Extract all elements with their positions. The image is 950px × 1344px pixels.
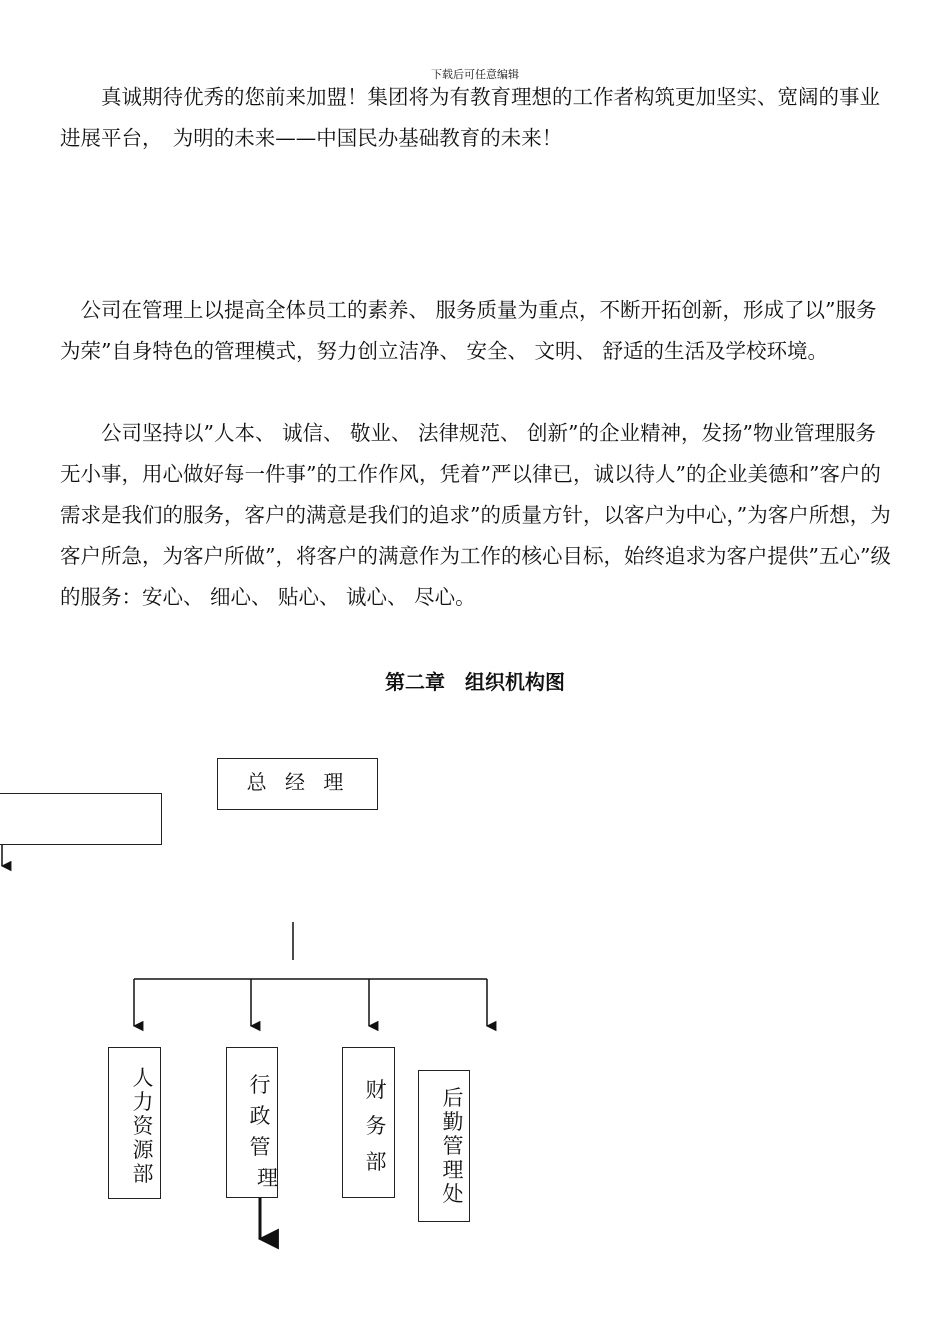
dept-label-hr: 人 力 资 源 部 [132,1066,154,1186]
general-manager-label: 总 经 理 [246,770,350,794]
paragraph-invitation: 真诚期待优秀的您前来加盟！集团将为有教育理想的工作者构筑更加坚实、宽阔的事业进展平台， 为明的未来——中国民办基础教育的未来！ [60,85,880,150]
paragraph-management: 公司在管理上以提高全体员工的素养、 服务质量为重点，不断开拓创新，形成了以”服务为荣”自身特色的管理模式，努力创立洁净、 安全、 文明、 舒适的生活及学校环境。 [60,298,877,363]
dept-label-logistics: 后 勤 管 理 处 [442,1086,464,1206]
dept-label-admin: 行 政 管 理 [249,1073,278,1190]
header-note: 下载后可任意编辑 [431,68,519,81]
left-partial-box [0,793,162,845]
paragraph-philosophy: 公司坚持以”人本、 诚信、 敬业、 法律规范、 创新”的企业精神，发扬”物业管理服务无小事，用心做好每一件事”的工作作风，凭着”严以律已，诚以待人”的企业美德和”客户的需求是我们的服务，客户的满意是我们的追求”的质量方针，以客户为中心，”为客户所想，为客户所急，为客户所做”，将客户的满意作为工作的核心目标，始终追求为客户提供”五心”级的服务：安心、 细心、 贴心、 诚心、 尽心。 [60,421,891,609]
dept-label-finance: 财 务 部 [365,1078,387,1174]
chapter-title: 第二章 组织机构图 [385,670,565,694]
